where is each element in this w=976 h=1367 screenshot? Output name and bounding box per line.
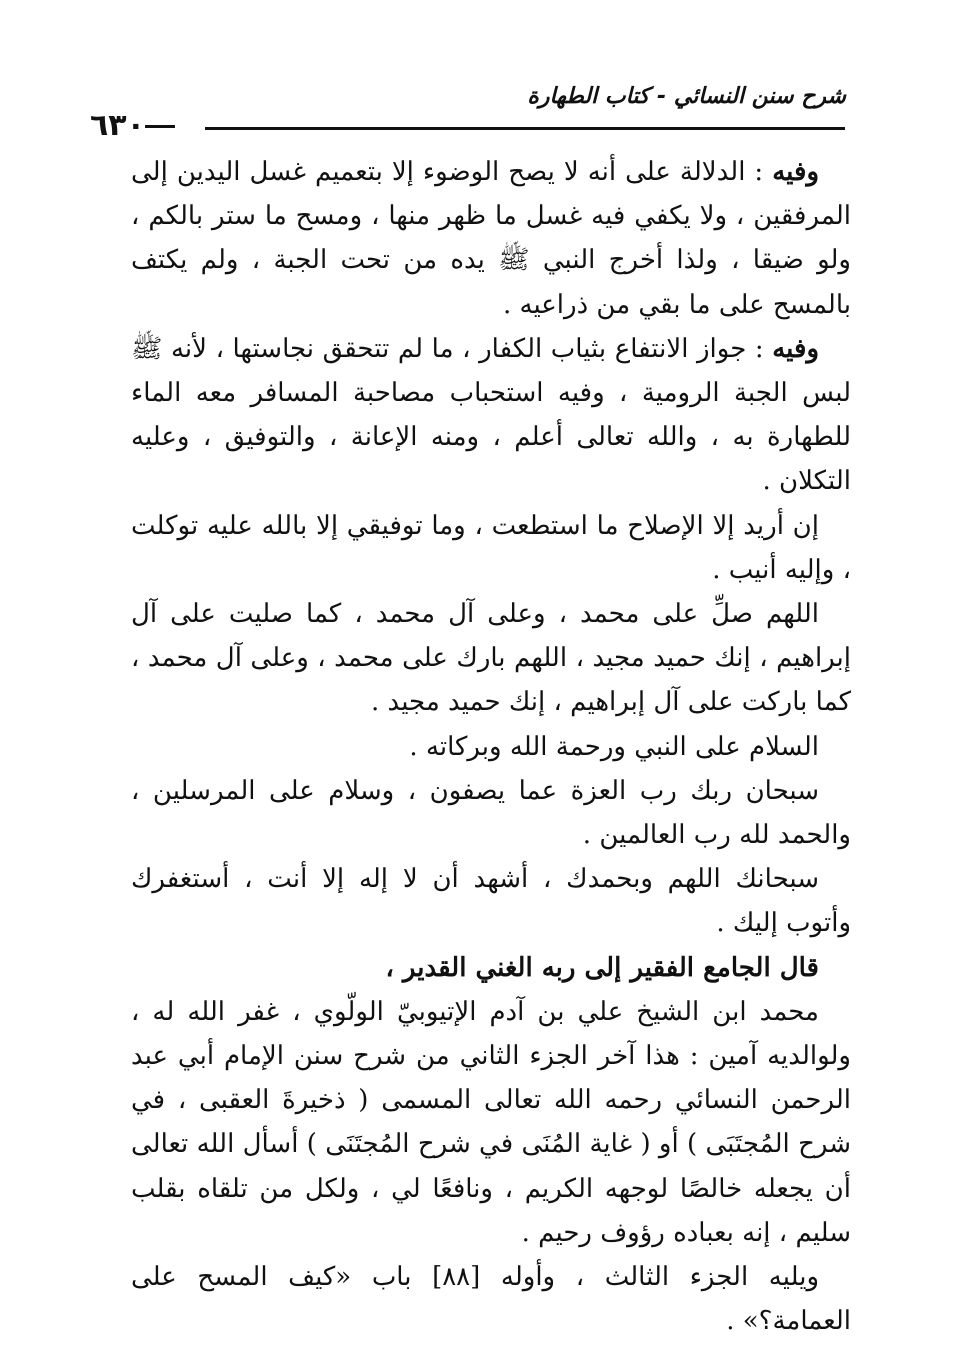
paragraph xyxy=(131,725,851,769)
paragraph-text: اللهم صلِّ على محمد ، وعلى آل محمد ، كما صليت على آل إبراهيم ، إنك حميد مجيد ، اللهم بارك على محمد ، وعلى آل محمد ، كما باركت على آل إبراهيم ، إنك حميد مجيد . xyxy=(131,599,851,718)
running-title: شرح سنن النسائي - كتاب الطهارة xyxy=(527,84,846,109)
paragraph-lead: وفيه xyxy=(772,333,820,364)
header-rule xyxy=(205,127,845,130)
paragraph-lead: وفيه xyxy=(772,157,820,187)
paragraph xyxy=(131,150,851,327)
paragraph xyxy=(131,769,851,857)
paragraph-text: إن أريد إلا الإصلاح ما استطعت ، وما توفيقي إلا بالله عليه توكلت ، وإليه أنيب . xyxy=(131,510,851,585)
closing-paragraph: محمد ابن الشيخ علي بن آدم الإتيوبيّ الولّوي ، غفر الله له ، ولوالديه آمين : هذا آخر الجزء الثاني من شرح سنن الإمام أبي عبد الرحمن النسائي رحمه الله تعالى المسمى ( ذخيرةَ العقبى ، في شرح المُجتَبَى ) أو ( غاية المُنَى في شرح المُجتَنَى ) أسأل الله تعالى أن يجعله خالصًا لوجهه الكريم ، ونافعًا لي ، ولكل من تلقاه بقلب سليم ، إنه بعباده رؤوف رحيم . xyxy=(131,996,851,1248)
paragraph xyxy=(131,592,851,725)
paragraph-text: السلام على النبي ورحمة الله وبركاته . xyxy=(409,731,819,762)
paragraph xyxy=(131,857,851,945)
next-part-note: ويليه الجزء الثالث ، وأوله [٨٨] باب «كيف المسح على العمامة؟» . xyxy=(131,1262,851,1337)
closing-heading: قال الجامع الفقير إلى ربه الغني القدير ، xyxy=(385,952,819,983)
paragraph-text: سبحان ربك رب العزة عما يصفون ، وسلام على المرسلين ، والحمد لله رب العالمين . xyxy=(131,775,851,851)
page-number-dash xyxy=(145,125,175,128)
main-text xyxy=(131,150,851,1343)
paragraph-text: سبحانك اللهم وبحمدك ، أشهد أن لا إله إلا أنت ، أستغفرك وأتوب إليك . xyxy=(131,864,851,939)
paragraph xyxy=(131,327,851,504)
paragraph-text: : جواز الانتفاع بثياب الكفار ، ما لم تتحقق نجاستها ، لأنه ﷺ لبس الجبة الرومية ، وفيه استحباب مصاحبة المسافر معه الماء للطهارة به ، والله تعالى أعلم ، ومنه الإعانة ، والتوفيق ، وعليه التكلان . xyxy=(131,333,851,497)
paragraph-text: : الدلالة على أنه لا يصح الوضوء إلا بتعميم غسل اليدين إلى المرفقين ، ولا يكفي فيه غسل ما ظهر منها ، ومسح ما ستر بالكم ، ولو ضيقا ، ولذا أخرج النبي ﷺ يده من تحت الجبة ، ولم يكتف بالمسح على ما بقي من ذراعيه . xyxy=(131,157,851,320)
page-number-text: ٦٣٠ xyxy=(90,108,145,143)
page-number xyxy=(90,108,183,143)
paragraph xyxy=(131,504,851,592)
